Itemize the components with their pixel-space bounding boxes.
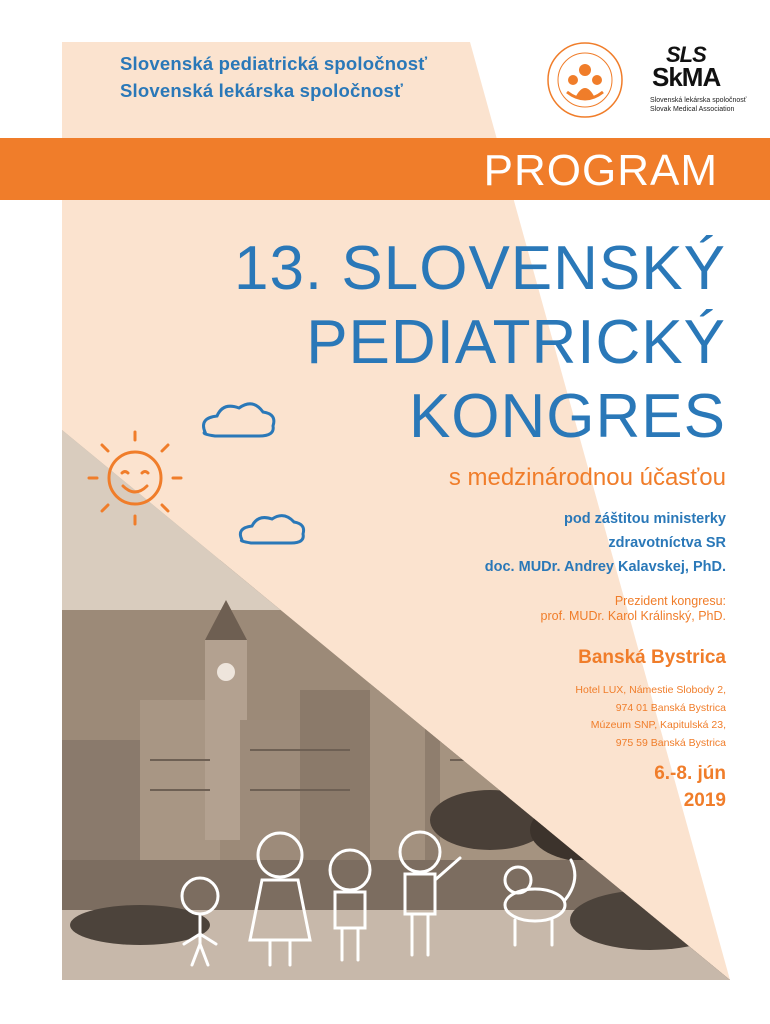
venue-line-2: 974 01 Banská Bystrica — [615, 701, 726, 714]
venue-line-3: Múzeum SNP, Kapitulská 23, — [590, 719, 726, 731]
president-name: prof. MUDr. Karol Králinský, PhD. — [540, 609, 726, 623]
title-line-3: KONGRES — [408, 382, 726, 451]
sls-logo-sub2: Slovak Medical Association — [650, 106, 735, 113]
title-line-1: 13. SLOVENSKÝ — [233, 234, 726, 303]
sls-logo-main: SkMA — [652, 62, 721, 92]
sls-logo-subtitle — [650, 96, 746, 114]
sls-logo-sub1: Slovenská lekárska spoločnosť — [650, 97, 747, 104]
venue-line-4: 975 59 Banská Bystrica — [615, 736, 726, 749]
org-pediatric: Slovenská pediatrická spoločnosť — [120, 53, 428, 74]
patronage-line-1: pod záštitou ministerky — [564, 511, 726, 527]
organizers — [120, 50, 427, 104]
org-medical: Slovenská lekárska spoločnosť — [120, 80, 404, 101]
sls-logo — [648, 42, 747, 122]
program-band — [0, 138, 770, 200]
venue-line-1: Hotel LUX, Námestie Slobody 2, — [575, 684, 726, 696]
title-line-2: PEDIATRICKÝ — [306, 308, 726, 377]
patronage-line-2: zdravotníctva SR — [608, 535, 726, 551]
patronage-line-3: doc. MUDr. Andrey Kalavskej, PhD. — [484, 559, 726, 575]
president-label: Prezident kongresu: — [614, 594, 726, 608]
city-name: Banská Bystrica — [578, 647, 726, 668]
congress-subtitle: s medzinárodnou účasťou — [448, 464, 726, 491]
patronage — [485, 507, 726, 579]
dates-year: 2019 — [683, 790, 726, 811]
sls-logo-top: SLS — [666, 42, 706, 67]
event-dates — [654, 760, 726, 814]
congress-title — [234, 232, 726, 454]
sps-logo — [545, 40, 625, 120]
dates-range: 6.-8. jún — [654, 763, 726, 784]
venue-address — [575, 682, 726, 752]
program-label: PROGRAM — [483, 146, 718, 195]
